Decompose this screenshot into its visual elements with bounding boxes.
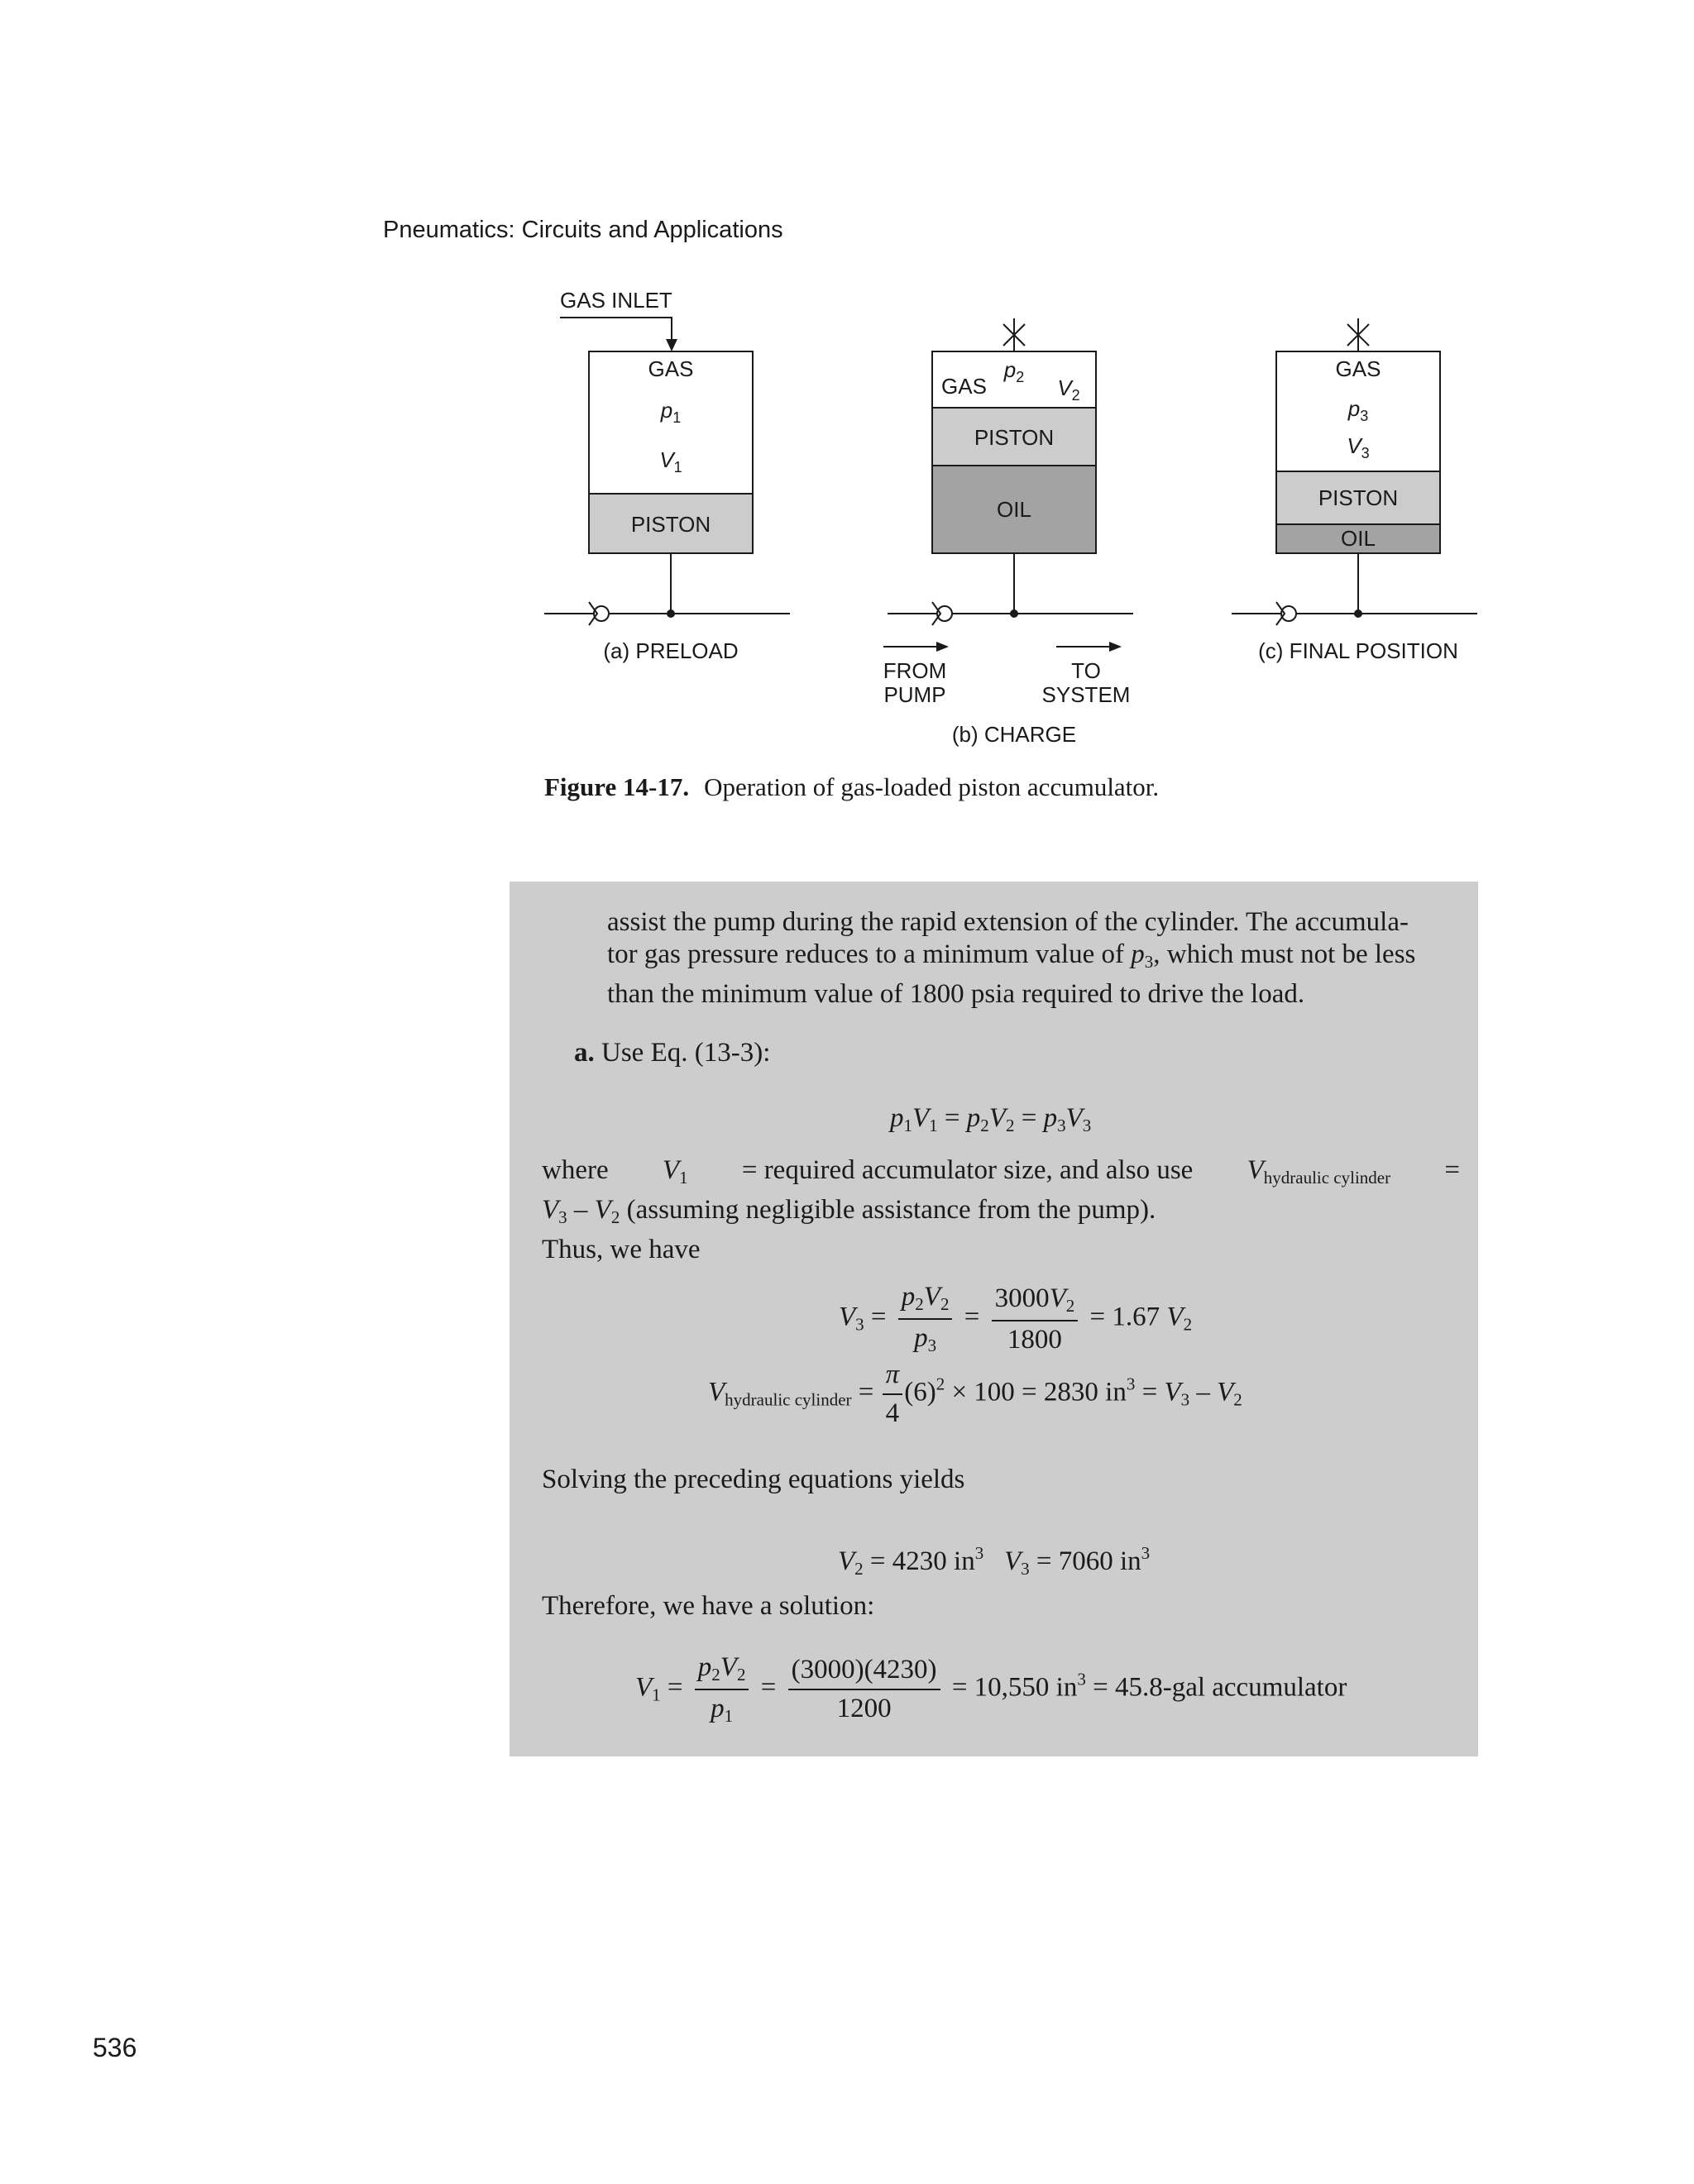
equation-v-hydraulic: $V_{hydraulic cylinder}$ = $\frac{\pi}{4}$ $(6)^2 \times 100 = 2830$ $in^3 = V_3 - V_2$ [708,1360,1242,1428]
caption-final-position: (c) FINAL POSITION [1258,638,1458,663]
running-head: Pneumatics: Circuits and Applications [383,217,783,243]
volume-label-c: $V_3$ [1347,433,1370,461]
volume-label-a: $V_1$ [659,447,682,476]
equation-v1-solution: $V_1$ = $\frac{p_2V_2}{p_1}$ = $\frac{(3000)(4230)}{1200}$ = 10,550 $in^3 = 45.8-gal$ accumulator [635,1652,1347,1726]
junction-dot-b [1010,609,1018,618]
pressure-label-c: $p_3$ [1347,396,1369,424]
intro-line-1: assist the pump during the rapid extension of the cylinder. The accumula- [607,907,1409,937]
page-number: 536 [93,2033,137,2062]
solving-line: Solving the preceding equations yields [542,1465,965,1494]
piston-label-b: PISTON [974,425,1055,450]
pressure-label-a: $p_1$ [660,398,682,426]
volume-label-b: $V_2$ [1057,375,1080,404]
intro-line-3: than the minimum value of 1800 psia required to drive the load. [607,979,1305,1009]
closed-valve-icon [1003,318,1025,351]
panel-c-final [1232,318,1477,663]
equation-v2-v3-values: $V_2 = 4230$ $in^3$ $V_3 = 7060$ $in^3$ [838,1543,1151,1579]
junction-dot-a [667,609,675,618]
figure-caption-text: Operation of gas-loaded piston accumulator. [704,772,1160,801]
caption-preload: (a) PRELOAD [603,638,739,663]
piston-label-a: PISTON [630,512,711,537]
closed-valve-icon [1347,318,1369,351]
example-solution-box [510,882,1478,1756]
gas-label-a: GAS [648,356,694,381]
panel-a-preload [544,288,790,663]
gas-inlet-line [560,318,672,347]
gas-label-b: GAS [941,374,987,399]
where-paragraph [542,1154,1460,1266]
thus-line: Thus, we have [542,1235,701,1264]
caption-charge: (b) CHARGE [951,722,1077,747]
equation-boyle: $p_1V_1 = p_2V_2 = p_3V_3$ [890,1103,1092,1135]
part-a-heading [574,1037,770,1069]
oil-label-b: OIL [997,497,1031,522]
equation-v3: $V_3$ = $\frac{p_2V_2}{p_3}$ = $\frac{3000V_2}{1800}$ = 1.67 $V_2$ [839,1282,1193,1355]
junction-dot-c [1354,609,1362,618]
oil-label-c: OIL [1341,526,1376,551]
gas-label-c: GAS [1335,356,1381,381]
figure-caption [544,772,1159,802]
piston-label-c: PISTON [1318,485,1399,510]
panel-b-charge [883,318,1133,747]
part-a-text: Use Eq. (13-3): [601,1038,771,1068]
where-line-1: where $V_1$ = required accumulator size, and also use $V_{hydraulic cylinder}$ = [542,1155,1460,1188]
accumulator-diagram [0,0,1694,761]
intro-line-2: tor gas pressure reduces to a minimum value of $p_3$, which must not be less [607,939,1416,972]
part-a-label: a. [574,1038,595,1068]
flow-arrow-to-system-icon [1056,642,1122,652]
pressure-label-b: $p_2$ [1003,357,1025,385]
gas-inlet-label: GAS INLET [560,288,672,313]
intro-paragraph [607,906,1467,1011]
therefore-line: Therefore, we have a solution: [542,1591,875,1621]
to-system-label: TO SYSTEM [1041,658,1131,707]
gas-inlet-arrowhead [666,339,677,351]
where-line-2: $V_3 - V_2$ (assuming negligible assistance from the pump). [542,1195,1156,1227]
figure-number: Figure 14-17. [544,772,690,801]
from-pump-label: FROM PUMP [883,658,947,707]
flow-arrow-from-pump-icon [883,642,949,652]
